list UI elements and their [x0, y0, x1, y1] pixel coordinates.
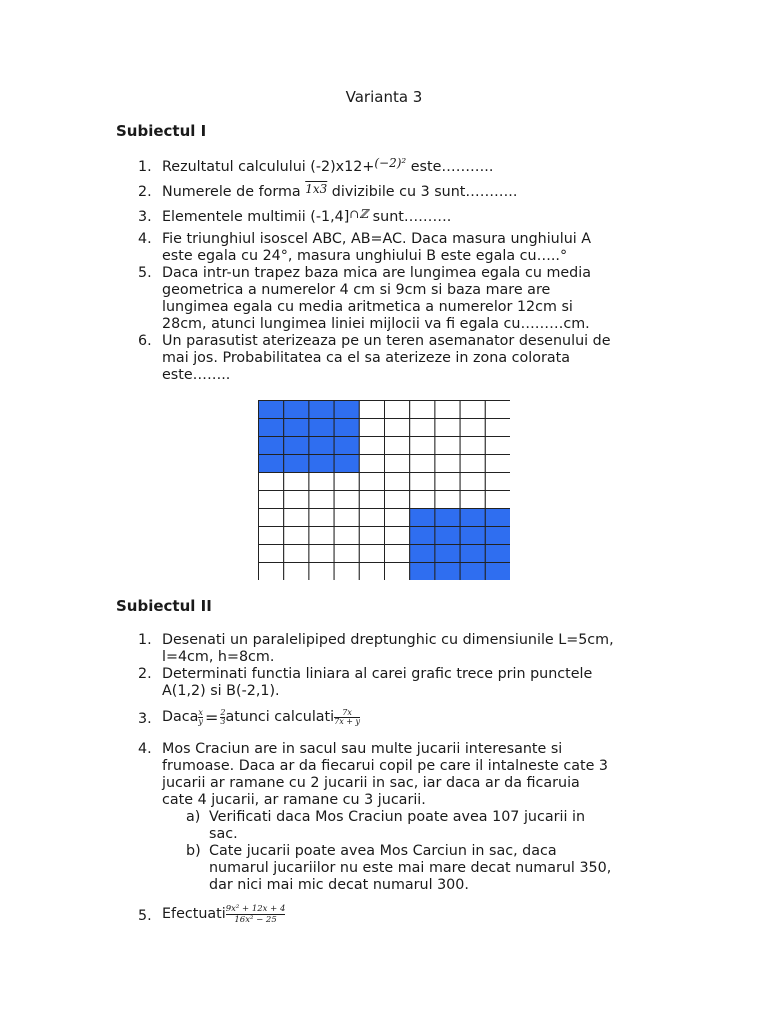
- grid-cell: [309, 491, 334, 509]
- grid-cell: [460, 401, 485, 419]
- grid-cell-colored: [460, 545, 485, 563]
- grid-cell-colored: [485, 545, 510, 563]
- item-number: 5.: [138, 908, 152, 924]
- item-text: Efectuati $\frac{\text{9x² + 12x + 4}}{\text{16x² − 25}}$: [162, 903, 286, 925]
- grid-cell: [284, 563, 309, 581]
- item-text-line: A(1,2) si B(-2,1).: [162, 683, 280, 699]
- grid-cell: [385, 401, 410, 419]
- item-text-line: este……..: [162, 367, 231, 383]
- item-number: 4.: [138, 741, 152, 757]
- item-text-line: cate 4 jucarii, ar ramane cu 3 jucarii.: [162, 792, 426, 808]
- grid-cell: [385, 527, 410, 545]
- grid-cell-colored: [334, 419, 359, 437]
- subitem-text-line: Verificati daca Mos Craciun poate avea 107 jucarii in: [209, 809, 586, 825]
- grid-cell: [259, 563, 284, 581]
- grid-cell: [460, 419, 485, 437]
- grid-cell: [485, 473, 510, 491]
- grid-cell: [309, 563, 334, 581]
- grid-cell: [334, 527, 359, 545]
- grid-cell-colored: [284, 401, 309, 419]
- item-text: Daca $\frac{x}{y}$ = $\frac{2}{3}$ atunci calculati $\frac{7x}{7x + y}$: [162, 707, 361, 727]
- grid-cell-colored: [485, 527, 510, 545]
- grid-cell-colored: [334, 401, 359, 419]
- grid-cell: [410, 437, 435, 455]
- item-text-line: Mos Craciun are in sacul sau multe jucarii interesante si: [162, 741, 563, 757]
- subitem-text-line: Cate jucarii poate avea Mos Carciun in sac, daca: [209, 843, 557, 859]
- item-number: 2.: [138, 666, 152, 682]
- grid-cell: [359, 473, 384, 491]
- grid-cell: [435, 437, 460, 455]
- grid-cell: [334, 545, 359, 563]
- math-expression: ∩ℤ: [349, 207, 369, 221]
- item-text-line: 28cm, atunci lungimea liniei mijlocii va fi egala cu………cm.: [162, 316, 590, 332]
- section-heading-2: Subiectul II: [116, 597, 212, 615]
- fraction-expression: $\frac{\text{9x² + 12x + 4}}{\text{16x² − 25}}$: [225, 903, 286, 925]
- grid-cell-colored: [259, 437, 284, 455]
- grid-cell-colored: [435, 527, 460, 545]
- grid-cell: [259, 509, 284, 527]
- grid-cell-colored: [460, 563, 485, 581]
- grid-cell: [485, 437, 510, 455]
- grid-cell: [259, 491, 284, 509]
- grid-cell: [334, 491, 359, 509]
- landing-field-grid: [258, 400, 510, 580]
- grid-cell: [385, 419, 410, 437]
- grid-cell-colored: [284, 419, 309, 437]
- fraction-expression: $\frac{7x}{7x + y}$: [334, 707, 361, 726]
- math-expression: (−2)²: [374, 156, 407, 170]
- grid-cell: [460, 455, 485, 473]
- grid-cell: [309, 527, 334, 545]
- grid-cell: [359, 455, 384, 473]
- item-text-line: mai jos. Probabilitatea ca el sa aterizeze in zona colorata: [162, 350, 570, 366]
- grid-cell-colored: [309, 419, 334, 437]
- grid-cell-colored: [309, 401, 334, 419]
- grid-cell: [284, 473, 309, 491]
- grid-cell-colored: [309, 455, 334, 473]
- grid-cell: [410, 419, 435, 437]
- grid-cell-colored: [410, 545, 435, 563]
- item-number: 2.: [138, 184, 152, 200]
- grid-cell: [334, 473, 359, 491]
- item-number: 1.: [138, 632, 152, 648]
- grid-cell: [460, 437, 485, 455]
- item-number: 3.: [138, 711, 152, 727]
- grid-cell-colored: [259, 455, 284, 473]
- subitem-text-line: dar nici mai mic decat numarul 300.: [209, 877, 469, 893]
- grid-cell: [284, 527, 309, 545]
- item-text-line: Un parasutist aterizeaza pe un teren asemanator desenului de: [162, 333, 611, 349]
- item-number: 5.: [138, 265, 152, 281]
- grid-cell: [385, 563, 410, 581]
- subitem-text-line: sac.: [209, 826, 238, 842]
- grid-cell: [410, 455, 435, 473]
- grid-cell-colored: [334, 437, 359, 455]
- item-text-line: jucarii ar ramane cu 2 jucarii in sac, iar daca ar da ficaruia: [162, 775, 580, 791]
- grid-cell: [334, 563, 359, 581]
- grid-cell: [485, 419, 510, 437]
- item-text-line: este egala cu 24°, masura unghiului B este egala cu…..°: [162, 248, 568, 264]
- grid-cell: [435, 455, 460, 473]
- grid-cell: [284, 545, 309, 563]
- grid-cell: [435, 473, 460, 491]
- grid-cell: [359, 527, 384, 545]
- grid-cell: [309, 545, 334, 563]
- item-text-line: Determinati functia liniara al carei grafic trece prin punctele: [162, 666, 593, 682]
- grid-cell: [359, 437, 384, 455]
- grid-cell: [334, 509, 359, 527]
- grid-cell: [359, 509, 384, 527]
- section-heading-1: Subiectul I: [116, 122, 207, 140]
- grid-cell: [309, 473, 334, 491]
- grid-cell: [385, 509, 410, 527]
- grid-cell: [359, 563, 384, 581]
- grid-cell: [460, 473, 485, 491]
- grid-cell: [385, 437, 410, 455]
- grid-cell: [410, 473, 435, 491]
- grid-cell: [485, 401, 510, 419]
- grid-cell: [359, 401, 384, 419]
- item-number: 4.: [138, 231, 152, 247]
- grid-cell: [435, 419, 460, 437]
- item-text-line: frumoase. Daca ar da fiecarui copil pe care il intalneste cate 3: [162, 758, 609, 774]
- grid-cell: [460, 491, 485, 509]
- grid-cell: [259, 545, 284, 563]
- grid-cell: [309, 509, 334, 527]
- grid-cell-colored: [435, 563, 460, 581]
- grid-cell: [385, 545, 410, 563]
- subitem-letter: b): [186, 843, 201, 859]
- item-text-line: geometrica a numerelor 4 cm si 9cm si baza mare are: [162, 282, 551, 298]
- grid-cell-colored: [460, 509, 485, 527]
- grid-cell-colored: [284, 437, 309, 455]
- grid-cell-colored: [435, 545, 460, 563]
- item-number: 3.: [138, 209, 152, 225]
- document-title: Varianta 3: [345, 88, 423, 106]
- grid-cell: [410, 401, 435, 419]
- grid-cell-colored: [410, 527, 435, 545]
- grid-cell-colored: [435, 509, 460, 527]
- grid-cell-colored: [485, 563, 510, 581]
- fraction-x-over-y: $\frac{x}{y}$: [198, 707, 203, 726]
- grid-cell-colored: [259, 419, 284, 437]
- grid-cell-colored: [259, 401, 284, 419]
- item-number: 1.: [138, 159, 152, 175]
- item-text-line: l=4cm, h=8cm.: [162, 649, 275, 665]
- subitem-letter: a): [186, 809, 201, 825]
- grid-cell: [259, 473, 284, 491]
- item-text-line: Fie triunghiul isoscel ABC, AB=AC. Daca masura unghiului A: [162, 231, 592, 247]
- fraction-2-over-3: $\frac{2}{3}$: [220, 707, 226, 726]
- item-text-line: Daca intr-un trapez baza mica are lungimea egala cu media: [162, 265, 591, 281]
- grid-cell: [359, 419, 384, 437]
- math-expression: 1x3: [305, 182, 328, 196]
- item-text-line: lungimea egala cu media aritmetica a numerelor 12cm si: [162, 299, 573, 315]
- subitem-text-line: numarul jucariilor nu este mai mare decat numarul 350,: [209, 860, 612, 876]
- grid-cell: [284, 509, 309, 527]
- grid-cell: [435, 491, 460, 509]
- grid-cell: [284, 491, 309, 509]
- item-text: Elementele multimii (-1,4]$^{\cap ℤ}$ sunt……….: [162, 207, 452, 225]
- grid-cell: [359, 545, 384, 563]
- grid-cell-colored: [410, 509, 435, 527]
- grid-cell-colored: [334, 455, 359, 473]
- item-text: Numerele de forma $^{1x3}$ divizibile cu 3 sunt………..: [162, 182, 518, 200]
- grid-cell-colored: [485, 509, 510, 527]
- grid-cell: [385, 473, 410, 491]
- grid-cell: [485, 491, 510, 509]
- grid-cell: [435, 401, 460, 419]
- grid-cell: [485, 455, 510, 473]
- grid-cell-colored: [410, 563, 435, 581]
- grid-cell: [359, 491, 384, 509]
- grid-cell: [259, 527, 284, 545]
- grid-cell: [385, 455, 410, 473]
- item-number: 6.: [138, 333, 152, 349]
- grid-cell-colored: [284, 455, 309, 473]
- grid-cell: [410, 491, 435, 509]
- grid-cell-colored: [309, 437, 334, 455]
- item-text: Rezultatul calculului (-2)x12+$^{(-2)^2}$ este………..: [162, 156, 494, 175]
- item-text-line: Desenati un paralelipiped dreptunghic cu dimensiunile L=5cm,: [162, 632, 614, 648]
- grid-cell-colored: [460, 527, 485, 545]
- grid-cell: [385, 491, 410, 509]
